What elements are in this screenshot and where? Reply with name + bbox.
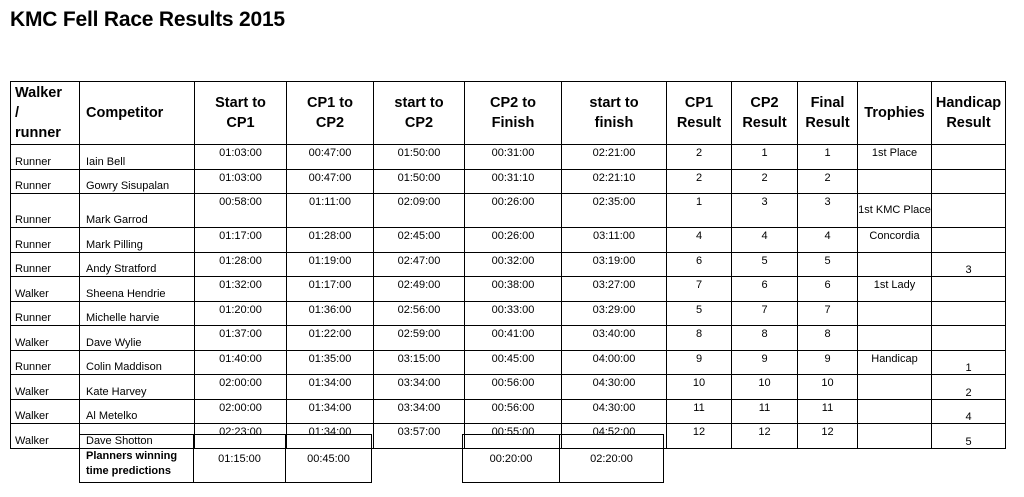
cell-cp1-cp2: 01:34:00: [287, 424, 374, 449]
cell-cp1-result: 7: [667, 277, 732, 302]
planner-gap: [372, 435, 463, 483]
cell-final-result: 9: [798, 350, 858, 375]
cell-type: Walker: [11, 424, 80, 449]
cell-start-cp2: 02:47:00: [374, 252, 465, 277]
cell-competitor: Michelle harvie: [80, 301, 195, 326]
cell-competitor: Mark Garrod: [80, 194, 195, 228]
table-row: [11, 194, 1006, 228]
cell-cp2-finish: 00:55:00: [465, 424, 562, 449]
cell-trophies: [858, 375, 932, 400]
cell-trophies: [858, 326, 932, 351]
cell-handicap: [932, 277, 1006, 302]
cell-cp2-finish: 00:56:00: [465, 399, 562, 424]
table-row: [11, 145, 1006, 170]
table-row: [11, 228, 1006, 253]
cell-competitor: Mark Pilling: [80, 228, 195, 253]
cell-cp2-result: 11: [732, 399, 798, 424]
planner-start-finish: 02:20:00: [560, 435, 664, 483]
cell-cp1-result: 5: [667, 301, 732, 326]
cell-start-cp1: 01:40:00: [195, 350, 287, 375]
cell-competitor: Andy Stratford: [80, 252, 195, 277]
cell-cp1-result: 8: [667, 326, 732, 351]
cell-cp1-cp2: 01:11:00: [287, 194, 374, 228]
cell-type: Walker: [11, 326, 80, 351]
cell-cp1-cp2: 01:34:00: [287, 375, 374, 400]
cell-trophies: [858, 301, 932, 326]
header-handicap-result: Handicap Result: [932, 82, 1006, 145]
cell-start-cp1: 01:03:00: [195, 145, 287, 170]
cell-cp1-result: 4: [667, 228, 732, 253]
cell-cp2-finish: 00:33:00: [465, 301, 562, 326]
cell-cp1-result: 11: [667, 399, 732, 424]
planner-cp1-cp2: 00:45:00: [286, 435, 372, 483]
header-cp1-cp2: CP1 to CP2: [287, 82, 374, 145]
cell-start-cp1: 00:58:00: [195, 194, 287, 228]
cell-start-cp1: 02:00:00: [195, 399, 287, 424]
cell-cp1-result: 2: [667, 169, 732, 194]
cell-start-cp2: 03:34:00: [374, 399, 465, 424]
planner-cp2-finish: 00:20:00: [463, 435, 560, 483]
results-table: [10, 81, 1006, 449]
cell-cp2-finish: 00:31:10: [465, 169, 562, 194]
cell-final-result: 1: [798, 145, 858, 170]
cell-start-finish: 03:27:00: [562, 277, 667, 302]
cell-cp2-result: 2: [732, 169, 798, 194]
cell-start-finish: 04:52:00: [562, 424, 667, 449]
cell-trophies: Concordia: [858, 228, 932, 253]
cell-cp2-result: 5: [732, 252, 798, 277]
table-row: [11, 277, 1006, 302]
table-row: [11, 326, 1006, 351]
cell-start-cp1: 01:32:00: [195, 277, 287, 302]
cell-cp2-result: 1: [732, 145, 798, 170]
cell-start-finish: 02:35:00: [562, 194, 667, 228]
cell-competitor: Kate Harvey: [80, 375, 195, 400]
cell-trophies: Handicap: [858, 350, 932, 375]
cell-cp2-finish: 00:41:00: [465, 326, 562, 351]
planner-start-cp1: 01:15:00: [194, 435, 286, 483]
header-cp2-result: CP2 Result: [732, 82, 798, 145]
cell-trophies: [858, 252, 932, 277]
cell-final-result: 5: [798, 252, 858, 277]
table-row: [11, 375, 1006, 400]
cell-start-cp2: 02:09:00: [374, 194, 465, 228]
table-row: [11, 301, 1006, 326]
cell-cp1-result: 6: [667, 252, 732, 277]
header-competitor: Competitor: [80, 82, 195, 145]
cell-type: Runner: [11, 145, 80, 170]
cell-cp1-cp2: 01:35:00: [287, 350, 374, 375]
cell-trophies: [858, 399, 932, 424]
planner-label: Planners winning time predictions: [80, 435, 194, 483]
cell-cp1-cp2: 01:22:00: [287, 326, 374, 351]
cell-cp1-cp2: 01:19:00: [287, 252, 374, 277]
cell-cp2-finish: 00:31:00: [465, 145, 562, 170]
cell-cp2-finish: 00:26:00: [465, 228, 562, 253]
cell-handicap: 2: [932, 375, 1006, 400]
header-walker-runner: Walker / runner: [11, 82, 80, 145]
cell-trophies: [858, 424, 932, 449]
cell-cp1-cp2: 01:34:00: [287, 399, 374, 424]
cell-cp2-result: 3: [732, 194, 798, 228]
cell-final-result: 4: [798, 228, 858, 253]
cell-start-finish: 03:29:00: [562, 301, 667, 326]
cell-cp2-finish: 00:45:00: [465, 350, 562, 375]
cell-type: Runner: [11, 194, 80, 228]
cell-start-cp2: 02:56:00: [374, 301, 465, 326]
cell-competitor: Al Metelko: [80, 399, 195, 424]
cell-trophies: [858, 169, 932, 194]
page-title: KMC Fell Race Results 2015: [10, 8, 285, 31]
header-start-finish: start to finish: [562, 82, 667, 145]
planner-row: [80, 435, 664, 483]
header-cp2-finish: CP2 to Finish: [465, 82, 562, 145]
cell-trophies: 1st Lady: [858, 277, 932, 302]
cell-trophies: 1st KMC Place: [858, 194, 932, 228]
cell-competitor: Gowry Sisupalan: [80, 169, 195, 194]
cell-final-result: 7: [798, 301, 858, 326]
cell-final-result: 3: [798, 194, 858, 228]
cell-handicap: 1: [932, 350, 1006, 375]
cell-start-cp1: 01:17:00: [195, 228, 287, 253]
cell-start-finish: 04:30:00: [562, 375, 667, 400]
header-row: [11, 82, 1006, 145]
cell-handicap: [932, 301, 1006, 326]
cell-competitor: Colin Maddison: [80, 350, 195, 375]
cell-cp1-cp2: 01:36:00: [287, 301, 374, 326]
cell-start-cp2: 03:34:00: [374, 375, 465, 400]
cell-trophies: 1st Place: [858, 145, 932, 170]
cell-handicap: [932, 228, 1006, 253]
cell-final-result: 10: [798, 375, 858, 400]
cell-handicap: [932, 326, 1006, 351]
cell-start-cp1: 02:23:00: [195, 424, 287, 449]
cell-handicap: 4: [932, 399, 1006, 424]
cell-cp2-finish: 00:56:00: [465, 375, 562, 400]
cell-type: Walker: [11, 277, 80, 302]
cell-cp2-result: 8: [732, 326, 798, 351]
cell-final-result: 8: [798, 326, 858, 351]
cell-final-result: 12: [798, 424, 858, 449]
cell-handicap: [932, 145, 1006, 170]
table-row: [11, 399, 1006, 424]
planner-predictions-table: [79, 434, 664, 483]
cell-cp2-finish: 00:38:00: [465, 277, 562, 302]
header-start-cp1: Start to CP1: [195, 82, 287, 145]
cell-type: Runner: [11, 252, 80, 277]
cell-cp2-result: 10: [732, 375, 798, 400]
cell-start-cp1: 01:37:00: [195, 326, 287, 351]
cell-handicap: 5: [932, 424, 1006, 449]
cell-final-result: 11: [798, 399, 858, 424]
cell-handicap: [932, 169, 1006, 194]
cell-start-cp2: 02:59:00: [374, 326, 465, 351]
cell-type: Runner: [11, 301, 80, 326]
cell-cp1-cp2: 00:47:00: [287, 169, 374, 194]
header-cp1-result: CP1 Result: [667, 82, 732, 145]
cell-competitor: Sheena Hendrie: [80, 277, 195, 302]
cell-final-result: 2: [798, 169, 858, 194]
cell-start-finish: 04:00:00: [562, 350, 667, 375]
cell-cp1-cp2: 01:28:00: [287, 228, 374, 253]
cell-cp2-result: 9: [732, 350, 798, 375]
cell-start-finish: 02:21:00: [562, 145, 667, 170]
cell-start-cp2: 03:15:00: [374, 350, 465, 375]
cell-cp1-result: 10: [667, 375, 732, 400]
cell-cp2-result: 4: [732, 228, 798, 253]
cell-start-finish: 04:30:00: [562, 399, 667, 424]
cell-cp1-result: 9: [667, 350, 732, 375]
cell-start-finish: 03:40:00: [562, 326, 667, 351]
cell-cp2-finish: 00:32:00: [465, 252, 562, 277]
cell-type: Runner: [11, 350, 80, 375]
cell-start-cp2: 02:45:00: [374, 228, 465, 253]
table-row: [11, 169, 1006, 194]
cell-cp2-finish: 00:26:00: [465, 194, 562, 228]
cell-start-cp2: 01:50:00: [374, 169, 465, 194]
cell-competitor: Dave Shotton: [80, 424, 195, 449]
cell-start-cp1: 01:03:00: [195, 169, 287, 194]
cell-type: Runner: [11, 228, 80, 253]
cell-start-cp1: 02:00:00: [195, 375, 287, 400]
cell-start-cp2: 03:57:00: [374, 424, 465, 449]
cell-cp1-result: 12: [667, 424, 732, 449]
cell-cp1-result: 2: [667, 145, 732, 170]
cell-cp2-result: 7: [732, 301, 798, 326]
cell-type: Runner: [11, 169, 80, 194]
cell-start-finish: 03:19:00: [562, 252, 667, 277]
cell-competitor: Dave Wylie: [80, 326, 195, 351]
cell-final-result: 6: [798, 277, 858, 302]
cell-start-cp1: 01:28:00: [195, 252, 287, 277]
cell-type: Walker: [11, 399, 80, 424]
table-row: [11, 252, 1006, 277]
cell-handicap: [932, 194, 1006, 228]
header-trophies: Trophies: [858, 82, 932, 145]
cell-start-cp2: 01:50:00: [374, 145, 465, 170]
cell-start-cp1: 01:20:00: [195, 301, 287, 326]
cell-cp1-cp2: 00:47:00: [287, 145, 374, 170]
cell-cp2-result: 6: [732, 277, 798, 302]
header-final-result: Final Result: [798, 82, 858, 145]
cell-cp2-result: 12: [732, 424, 798, 449]
cell-start-cp2: 02:49:00: [374, 277, 465, 302]
cell-cp1-result: 1: [667, 194, 732, 228]
cell-handicap: 3: [932, 252, 1006, 277]
cell-start-finish: 03:11:00: [562, 228, 667, 253]
cell-competitor: Iain Bell: [80, 145, 195, 170]
cell-cp1-cp2: 01:17:00: [287, 277, 374, 302]
header-start-cp2: start to CP2: [374, 82, 465, 145]
cell-start-finish: 02:21:10: [562, 169, 667, 194]
table-row: [11, 350, 1006, 375]
cell-type: Walker: [11, 375, 80, 400]
